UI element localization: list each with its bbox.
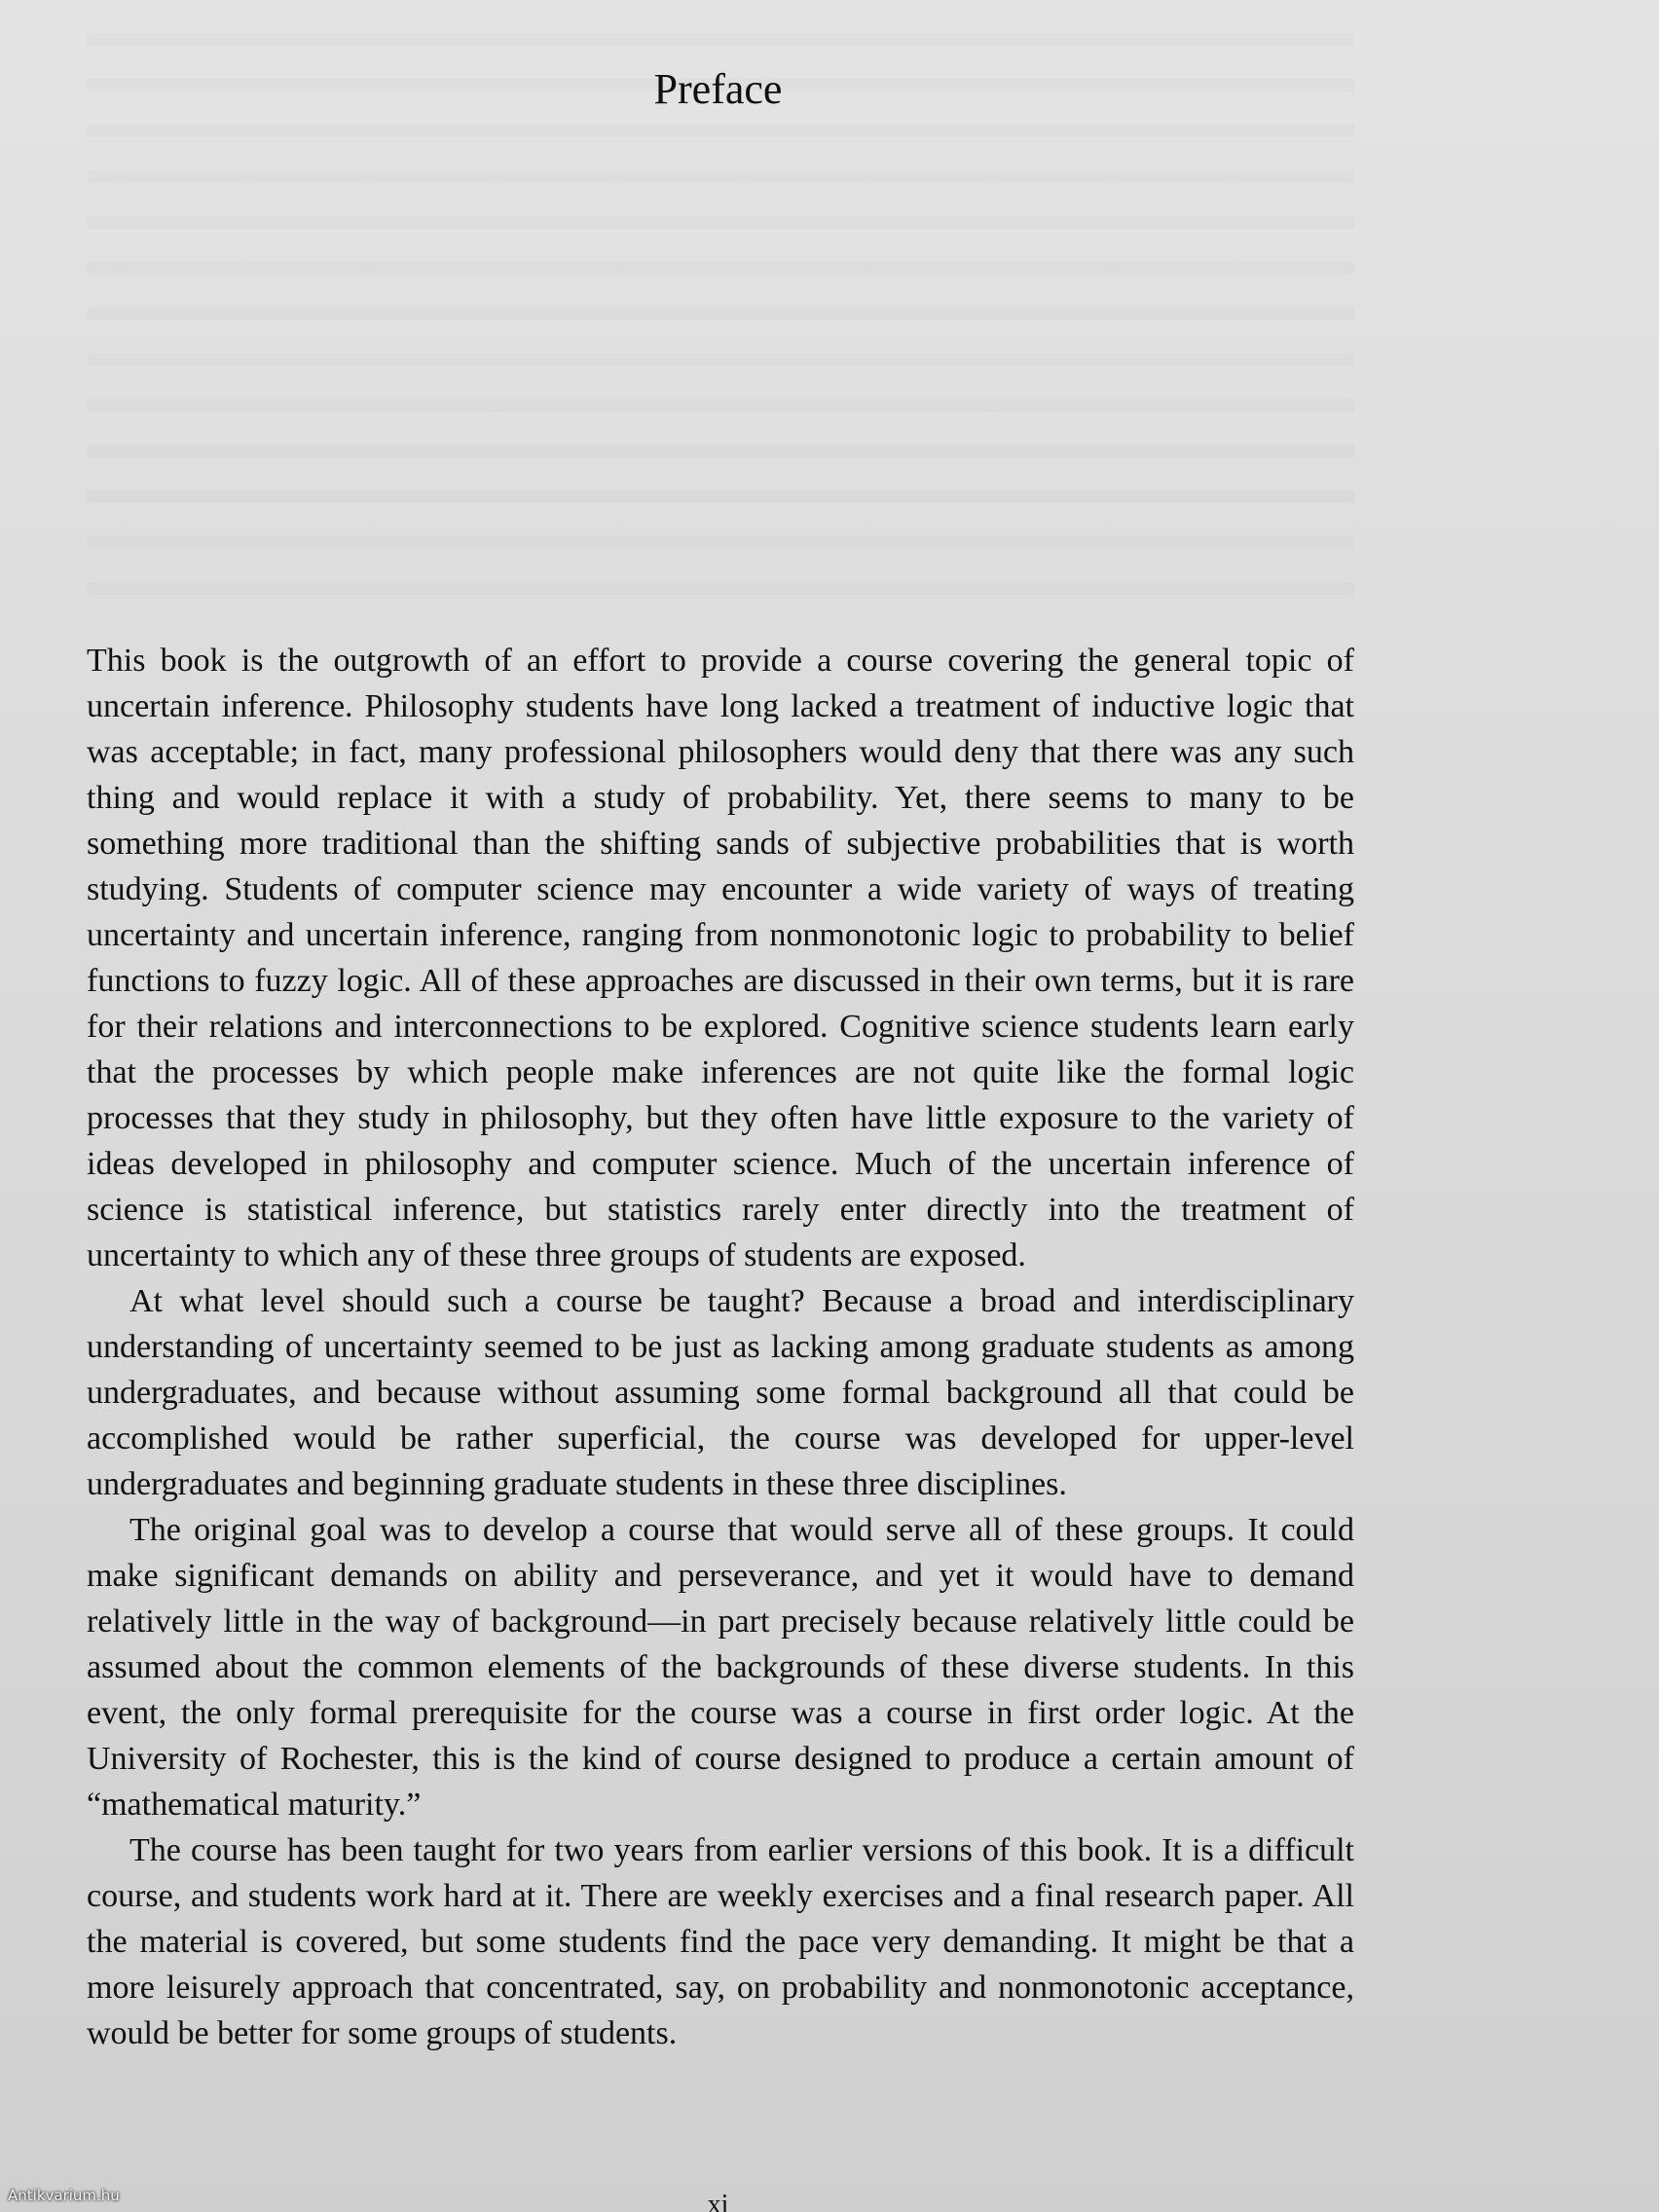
paragraph-2: At what level should such a course be taught? Because a broad and interdisciplinary understanding of uncertainty seemed to be just as lacking among graduate students as among undergraduates, and because without assuming some formal background all that could be accomplished would be rather superficial, the course was developed for upper-level undergraduates and beginning graduate students in these three disciplines. (87, 1283, 1354, 1502)
paragraph-3: The original goal was to develop a course that would serve all of these groups. It could make significant demands on ability and perseverance, and yet it would have to demand relatively little in the way of background—in part precisely because relatively little could be assumed about the common elements of the backgrounds of these diverse students. In this event, the only formal prerequisite for the course was a course in first order logic. At the University of Rochester, this is the kind of course designed to produce a certain amount of “mathematical maturity.” (87, 1512, 1354, 1823)
paragraph-1: This book is the outgrowth of an effort to provide a course covering the general topic of uncertain inference. Philosophy students have long lacked a treatment of inductive logic that was acceptable; in fact, many professional philosophers would deny that there was any such thing and would replace it with a study of probability. Yet, there seems to many to be something more traditional than the shifting sands of subjective probabilities that is worth studying. Students of computer science may encounter a wide variety of ways of treating uncertainty and uncertain inference, ranging from nonmonotonic logic to probability to belief functions to fuzzy logic. All of these approaches are discussed in their own terms, but it is rare for their relations and interconnections to be explored. Cognitive science students learn early that the processes by which people make inferences are not quite like the formal logic processes that they study in philosophy, but they often have little exposure to the variety of ideas developed in philosophy and computer science. Much of the uncertain inference of science is statistical inference, but statistics rarely enter directly into the treatment of uncertainty to which any of these three groups of students are exposed. (87, 643, 1354, 1273)
preface-body (87, 638, 1354, 2056)
watermark-logo: Antikvarium.hu (8, 2187, 120, 2204)
page-number: xi (707, 2190, 729, 2212)
paragraph-4: The course has been taught for two years from earlier versions of this book. It is a difficult course, and students work hard at it. There are weekly exercises and a final research paper. All the material is covered, but some students find the pace very demanding. It might be that a more leisurely approach that concentrated, say, on probability and nonmonotonic acceptance, would be better for some groups of students. (87, 1832, 1354, 2051)
page-title: Preface (653, 65, 783, 113)
